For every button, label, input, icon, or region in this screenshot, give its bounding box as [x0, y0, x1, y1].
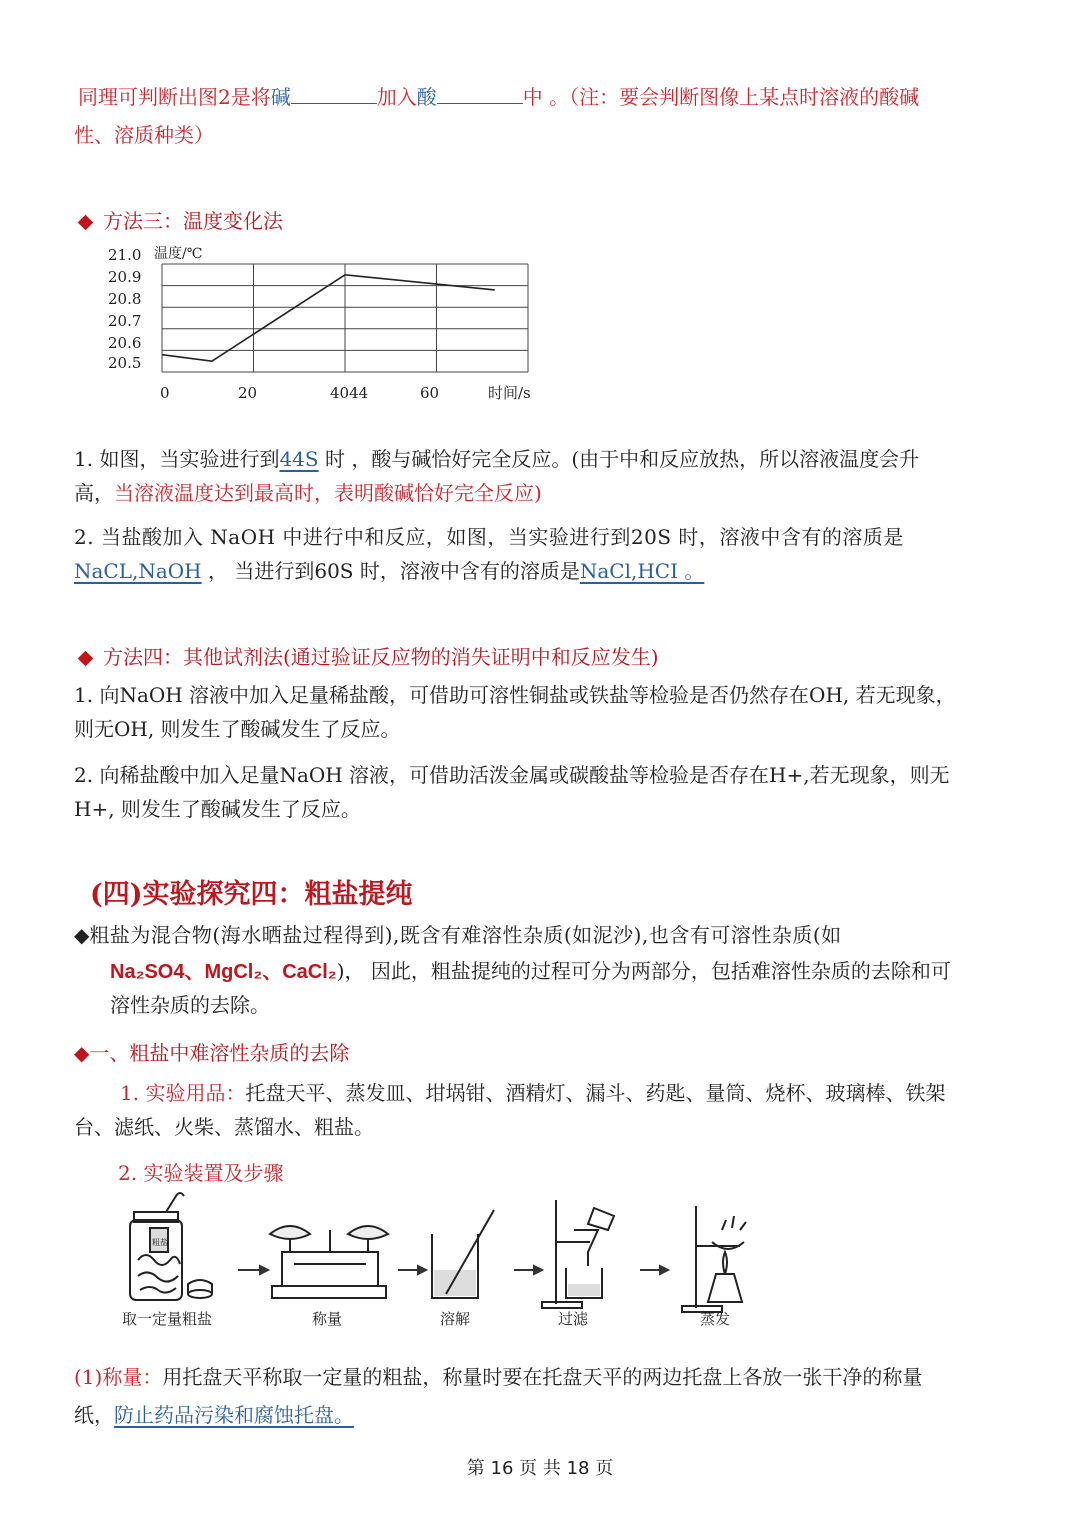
q1-explanation: 当溶液温度达到最高时，表明酸碱恰好完全反应) — [114, 481, 542, 505]
dissolve-beaker-icon — [432, 1210, 494, 1298]
method4-p1: 1. 向NaOH 溶液中加入足量稀盐酸，可借助可溶性铜盐或铁盐等检验是否仍然存在OH, 若无现象， — [74, 683, 956, 707]
intro-text-3: 中 。（注：要会判断图像上某点时溶液的酸碱 — [522, 85, 920, 109]
x-tick-label: 20 — [238, 384, 258, 402]
y-tick-label: 20.9 — [108, 268, 142, 286]
y-tick-label: 20.5 — [108, 354, 142, 372]
diamond-bullet-icon — [78, 215, 94, 231]
method4-title: 方法四：其他试剂法(通过验证反应物的消失证明中和反应发生) — [103, 645, 659, 669]
temperature-line — [162, 275, 495, 361]
caption-weigh: 称量 — [312, 1310, 343, 1328]
chemical-formulas: Na₂SO4、MgCl₂、CaCl₂ — [110, 961, 337, 983]
section-heading: (四)实验探究四：粗盐提纯 — [90, 879, 413, 910]
method3-title: 方法三：温度变化法 — [103, 209, 283, 233]
intro-text-2: 加入 — [376, 85, 417, 109]
section4-para-line2: Na₂SO4、MgCl₂、CaCl₂)， 因此，粗盐提纯的过程可分为两部分，包括难溶性杂质的去除和可 — [110, 959, 951, 983]
question-1-line2: 高，当溶液温度达到最高时，表明酸碱恰好完全反应) — [74, 481, 542, 505]
chart-xlabel: 时间/s — [488, 384, 531, 402]
blank-acid: 酸 — [417, 85, 523, 109]
y-tick-label: 20.6 — [108, 334, 142, 352]
method3-heading — [80, 204, 283, 238]
black-diamond-icon: ◆ — [74, 923, 90, 947]
item-2: 2. 实验装置及步骤 — [118, 1161, 284, 1185]
chart-x-ticks — [160, 384, 439, 402]
temperature-chart — [100, 240, 560, 410]
question-2: 2. 当盐酸加入 NaOH 中进行中和反应，如图，当实验进行到20S 时，溶液中含有的溶质是 — [74, 525, 904, 549]
diamond-bullet-icon — [78, 651, 94, 667]
y-tick-label: 21.0 — [108, 246, 142, 264]
x-tick-label: 0 — [160, 384, 170, 402]
method4-p2-line2: H+, 则发生了酸碱发生了反应。 — [74, 797, 361, 821]
step-1-line2: 纸，防止药品污染和腐蚀托盘。 — [74, 1403, 354, 1427]
x-tick-label: 4044 — [330, 384, 369, 402]
chart-grid — [162, 264, 528, 372]
caption-evaporate: 蒸发 — [700, 1310, 731, 1328]
item-1: 1. 实验用品：托盘天平、蒸发皿、坩埚钳、酒精灯、漏斗、药匙、量筒、烧杯、玻璃棒、铁架 — [120, 1081, 946, 1105]
filtration-setup-icon — [542, 1200, 614, 1308]
question-2-line2: NaCL,NaOH ， 当进行到60S 时，溶液中含有的溶质是NaCl,HCI 。 — [74, 559, 705, 583]
balance-icon — [270, 1226, 388, 1298]
section4-para-line3: 溶性杂质的去除。 — [110, 993, 270, 1017]
answer-60s: NaCl,HCI 。 — [579, 559, 705, 583]
subsection-1: ◆一、粗盐中难溶性杂质的去除 — [74, 1041, 350, 1065]
item-1-line2: 台、滤纸、火柴、蒸馏水、粗盐。 — [74, 1115, 374, 1139]
intro-paragraph — [78, 80, 1008, 114]
section4-para: ◆粗盐为混合物(海水晒盐过程得到),既含有难溶性杂质(如泥沙),也含有可溶性杂质(如 — [74, 923, 842, 947]
page-footer: 第 16 页 共 18 页 — [466, 1458, 614, 1479]
chart-y-ticks — [108, 246, 141, 372]
y-tick-label: 20.8 — [108, 290, 142, 308]
red-diamond-icon: ◆ — [74, 1041, 90, 1065]
evaporation-setup-icon — [682, 1206, 746, 1312]
y-tick-label: 20.7 — [108, 312, 142, 330]
blank-base: 碱 — [271, 85, 377, 109]
x-tick-label: 60 — [420, 384, 440, 402]
method4-p2: 2. 向稀盐酸中加入足量NaOH 溶液，可借助活泼金属或碳酸盐等检验是否存在H+,若无现象，则无 — [74, 763, 950, 787]
step-1: (1)称量：用托盘天平称取一定量的粗盐，称量时要在托盘天平的两边托盘上各放一张干净的称量 — [74, 1365, 923, 1389]
caption-dissolve: 溶解 — [440, 1310, 471, 1328]
salt-jar-icon — [130, 1193, 212, 1300]
method4-p1-line2: 则无OH, 则发生了酸碱发生了反应。 — [74, 717, 401, 741]
intro-text-4: 性、溶质种类） — [74, 123, 214, 147]
caption-filter: 过滤 — [558, 1310, 589, 1328]
chart-ylabel: 温度/℃ — [154, 246, 203, 262]
jar-label: 粗盐 — [152, 1238, 168, 1247]
answer-20s: NaCL,NaOH — [74, 559, 202, 583]
question-1: 1. 如图，当实验进行到44S 时 ，酸与碱恰好完全反应。(由于中和反应放热，所以溶液温度会升 — [74, 447, 920, 471]
method4-heading — [80, 640, 659, 674]
step-1-answer: 防止药品污染和腐蚀托盘。 — [114, 1403, 354, 1427]
caption-take-salt: 取一定量粗盐 — [122, 1310, 213, 1328]
intro-text: 同理可判断出图2是将 — [78, 85, 271, 109]
answer-44s: 44S — [279, 447, 319, 471]
